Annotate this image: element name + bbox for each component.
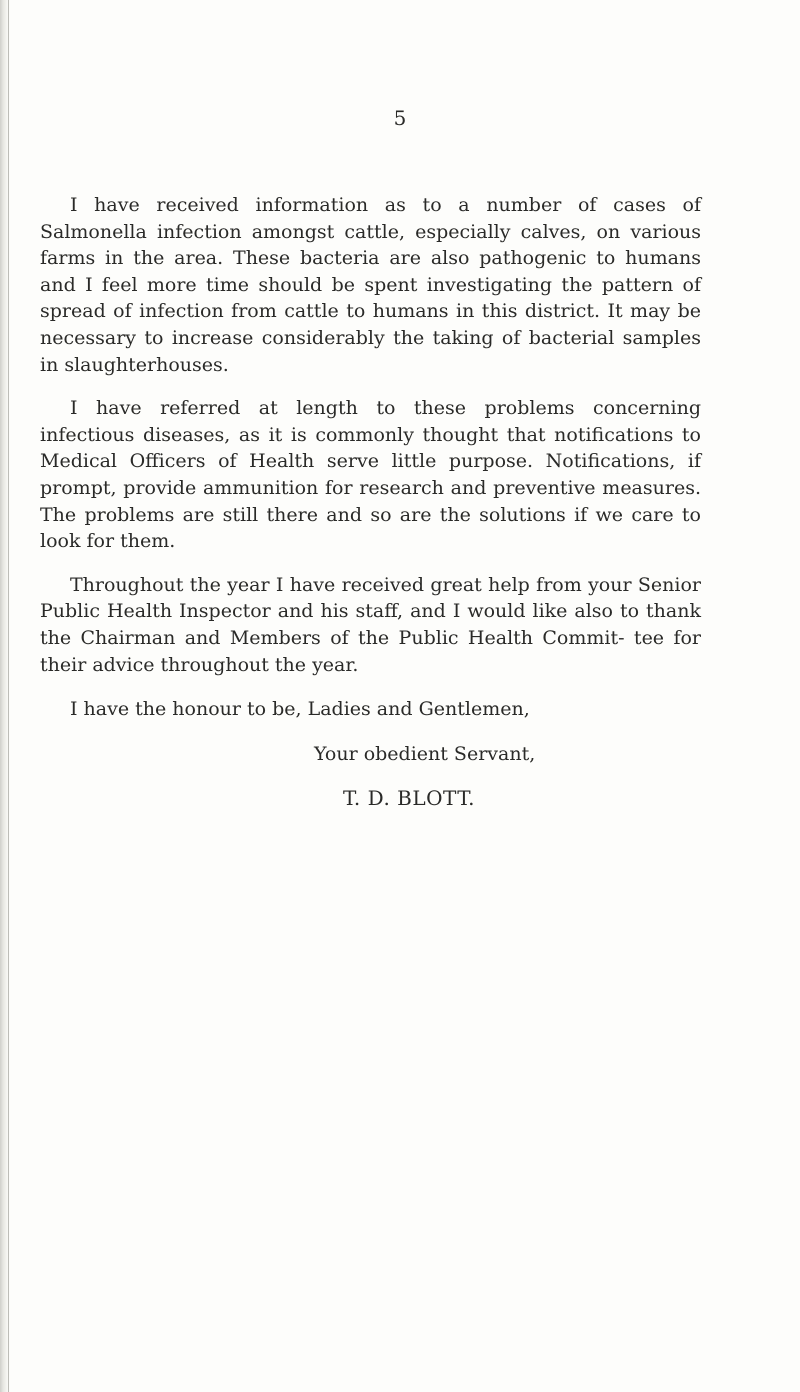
- page-number: 5: [393, 106, 407, 130]
- paragraph-salutation: I have the honour to be, Ladies and Gentlemen,: [70, 698, 530, 721]
- paragraph-infectious-diseases: I have referred at length to these problems concerning infectious diseases, as it is commonly thought that notifications to Medical Officers of Health serve little purpose. Notifications, if prompt, provide ammunition for research and preventive measures. The problems are still there and so are the solutions if we care to look for them.: [40, 397, 701, 553]
- paragraph-salmonella: I have received information as to a number of cases of Salmonella infection amongst cattle, especially calves, on various farms in the area. These bacteria are also pathogenic to humans and I feel more time should be spent investigating the pattern of spread of infection from cattle to humans in this district. It may be necessary to increase considerably the taking of bacterial samples in slaughterhouses.: [40, 194, 701, 376]
- closing-line: Your obedient Servant,: [314, 742, 536, 765]
- signature: T. D. BLOTT.: [343, 786, 475, 811]
- page-binding-line: [8, 0, 9, 1392]
- paragraph-acknowledgements: Throughout the year I have received great help from your Senior Public Health Inspector and his staff, and I would like also to thank the Chairman and Members of the Public Health Commit- tee for their advice throughout the year.: [40, 573, 701, 676]
- letter-body: [40, 192, 701, 812]
